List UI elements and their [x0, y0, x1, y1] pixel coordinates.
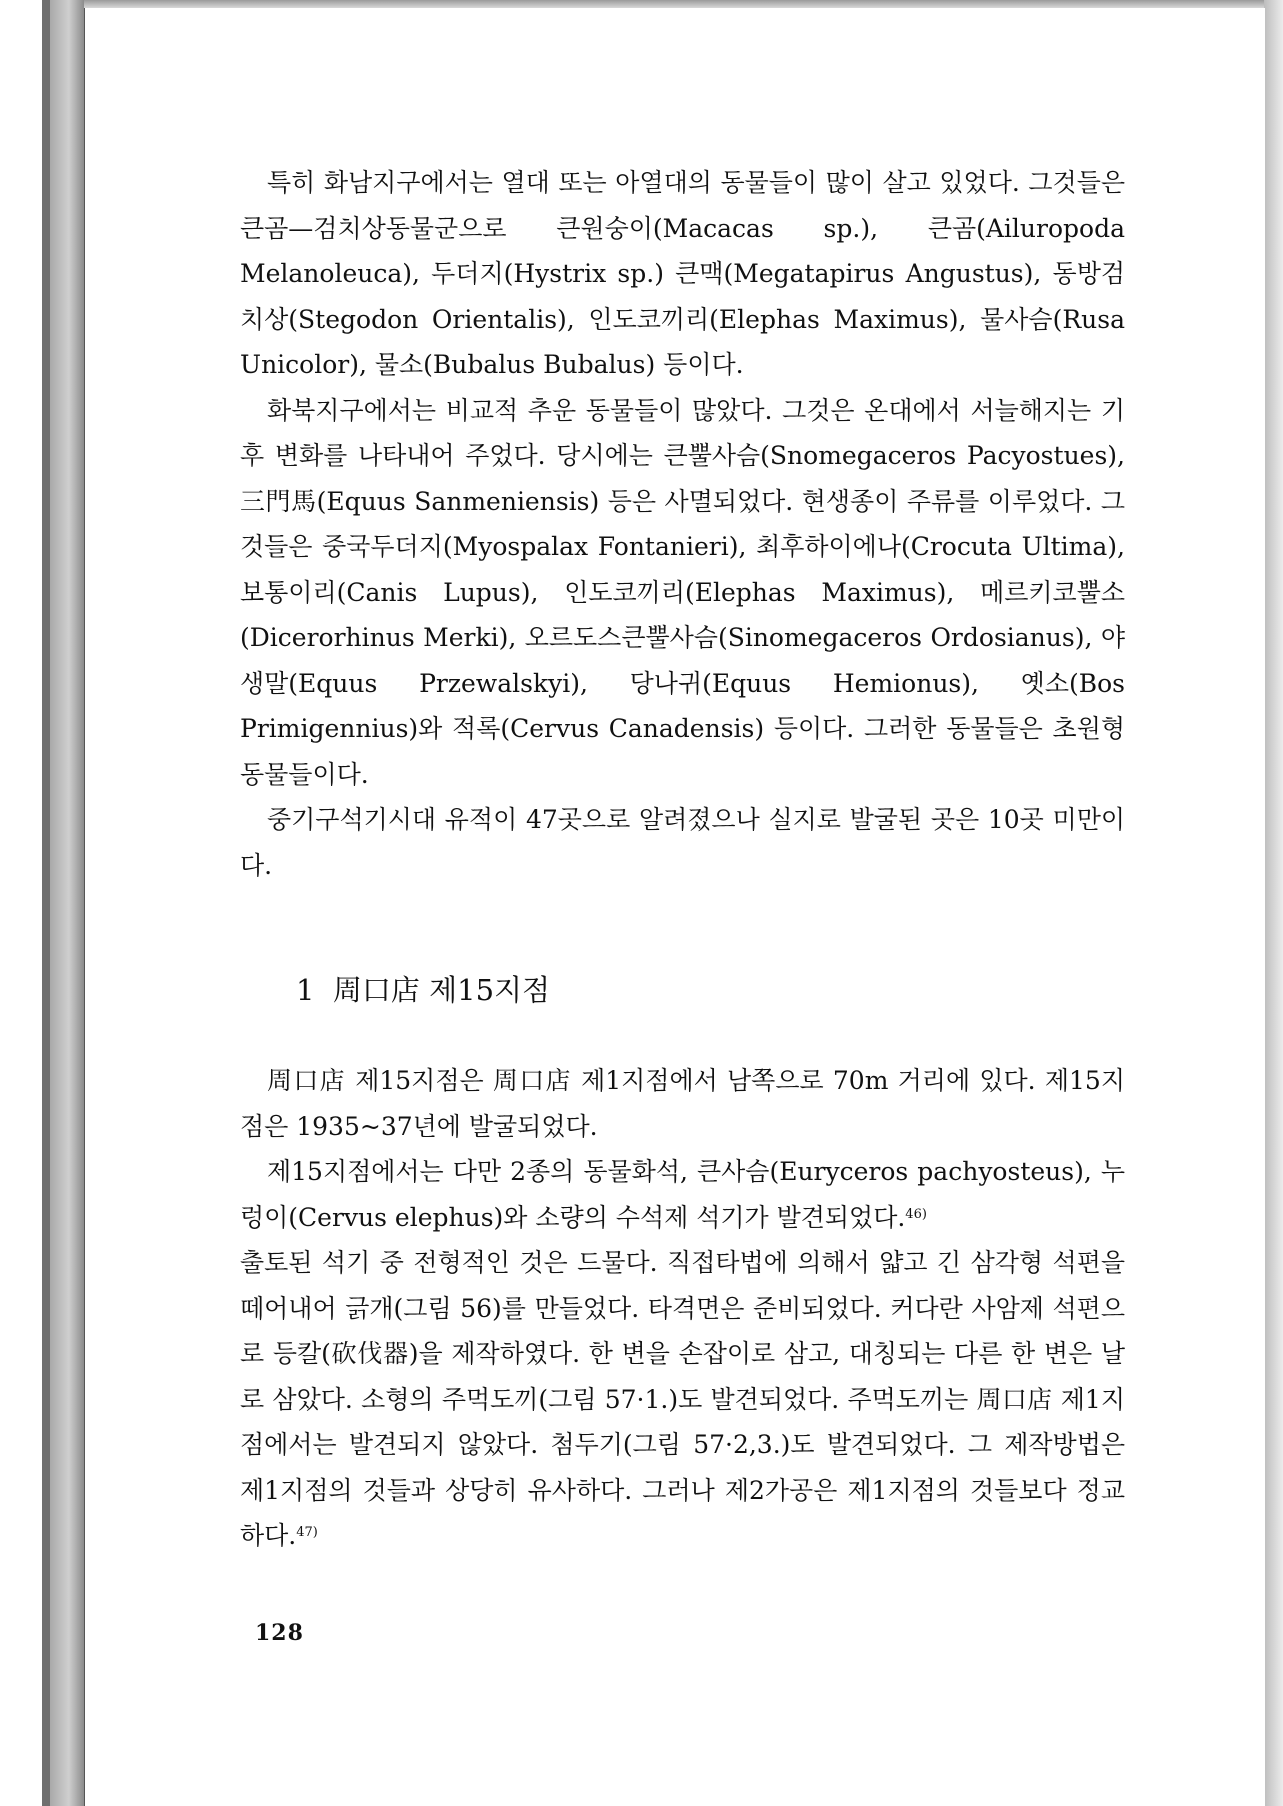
paragraph-location — [240, 1058, 1125, 1149]
paragraph-text: 제15지점에서는 다만 2종의 동물화석, 큰사슴(Euryceros pachyosteus), 누렁이(Cervus elephus)와 소량의 수석제 석기가 발견되었다. — [240, 1157, 1125, 1232]
paragraph-south-china-fauna: 특히 화남지구에서는 열대 또는 아열대의 동물들이 많이 살고 있었다. 그것들은 큰곰—검치상동물군으로 큰원숭이(Macacas sp.), 큰곰(Ailuropoda Melanoleuca), 두더지(Hystrix sp.) 큰맥(Megatapirus Angustus), 동방검치상(Stegodon Orientalis), 인도코끼리(Elephas Maximus), 물사슴(Rusa Unicolor), 물소(Bubalus Bubalus) 등이다. — [240, 168, 1125, 379]
footnote-ref: 46) — [905, 1206, 927, 1222]
paragraph-tools — [240, 1240, 1125, 1559]
page-number: 128 — [255, 1620, 304, 1646]
paragraph-fossils — [240, 1149, 1125, 1240]
page-right-edge — [1264, 0, 1283, 1806]
body-text-bottom — [240, 1058, 1125, 1559]
section-heading: 1 周口店 제15지점 — [296, 973, 551, 1007]
paragraph-site-count: 중기구석기시대 유적이 47곳으로 알려졌으나 실지로 발굴된 곳은 10곳 미만이다. — [240, 805, 1125, 880]
footnote-ref: 47) — [296, 1525, 318, 1540]
book-spine — [50, 0, 84, 1806]
book-top-edge — [50, 0, 1265, 8]
paragraph-north-china-fauna: 화북지구에서는 비교적 추운 동물들이 많았다. 그것은 온대에서 서늘해지는 기후 변화를 나타내어 주었다. 당시에는 큰뿔사슴(Snomegaceros Pacyostues), 三門馬(Equus Sanmeniensis) 등은 사멸되었다. 현생종이 주류를 이루었다. 그것들은 중국두더지(Myospalax Fontanieri), 최후하이에나(Crocuta Ultima), 보통이리(Canis Lupus), 인도코끼리(Elephas Maximus), 메르키코뿔소(Dicerorhinus Merki), 오르도스큰뿔사슴(Sinomegaceros Ordosianus), 야생말(Equus Przewalskyi), 당나귀(Equus Hemionus), 옛소(Bos Primigennius)와 적록(Cervus Canadensis) 등이다. 그러한 동물들은 초원형 동물들이다. — [240, 395, 1125, 789]
paragraph-text: 周口店 제15지점은 周口店 제1지점에서 남쪽으로 70m 거리에 있다. 제15지점은 1935~37년에 발굴되었다. — [240, 1066, 1125, 1141]
body-text-top — [240, 160, 1125, 888]
paragraph-text: 출토된 석기 중 전형적인 것은 드물다. 직접타법에 의해서 얇고 긴 삼각형 석편을 떼어내어 긁개(그림 56)를 만들었다. 타격면은 준비되었다. 커다란 사암제 석편으로 등칼(砍伐器)을 제작하였다. 한 변을 손잡이로 삼고, 대칭되는 다른 한 변은 날로 삼았다. 소형의 주먹도끼(그림 57·1.)도 발견되었다. 주먹도끼는 周口店 제1지점에서는 발견되지 않았다. 첨두기(그림 57·2,3.)도 발견되었다. 그 제작방법은 제1지점의 것들과 상당히 유사하다. 그러나 제2가공은 제1지점의 것들보다 정교하다. — [240, 1248, 1125, 1550]
